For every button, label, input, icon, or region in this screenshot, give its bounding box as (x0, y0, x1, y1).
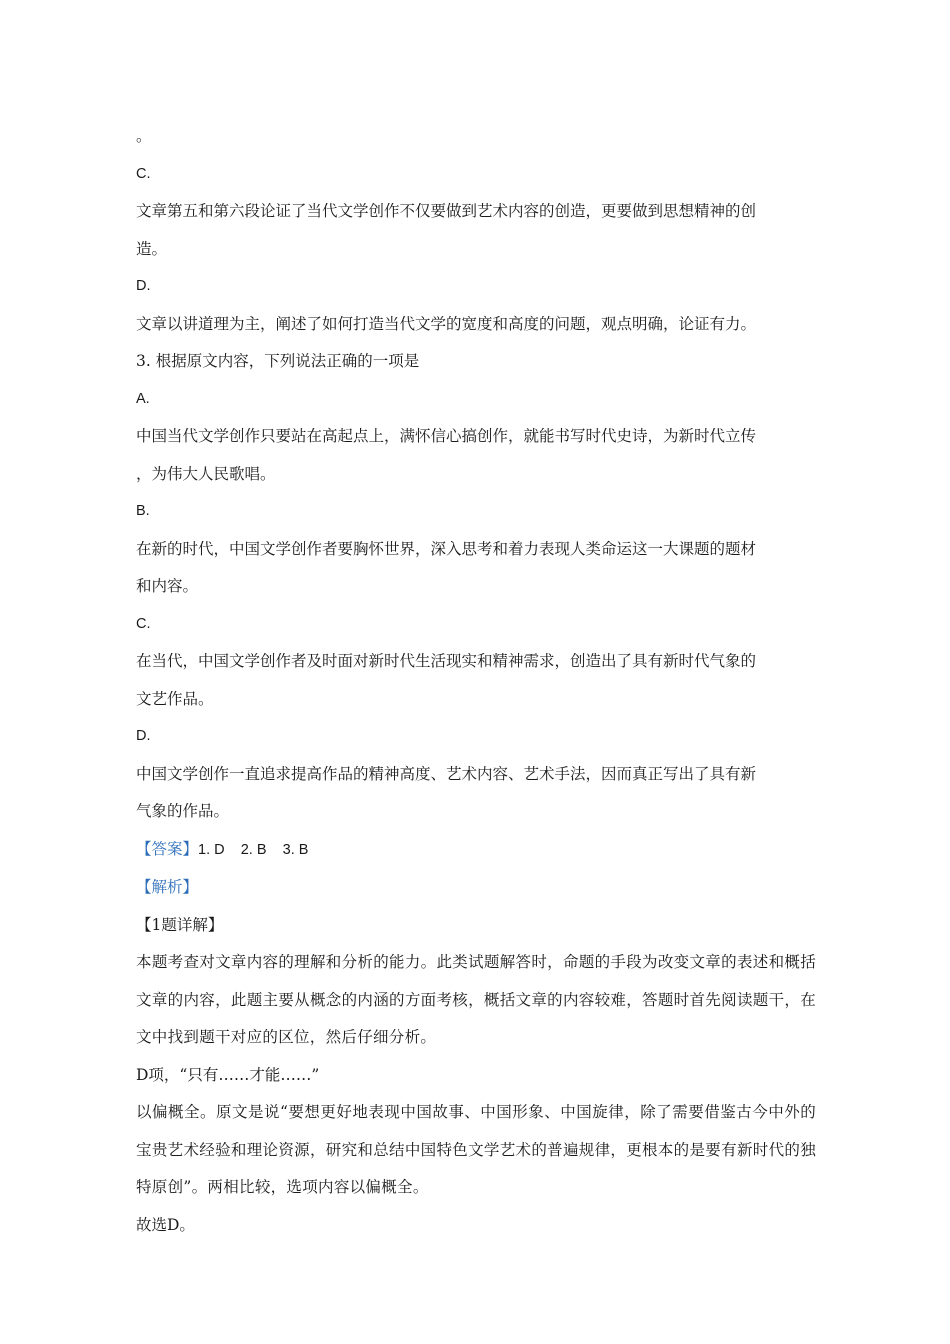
analysis-paragraph-1: 本题考查对文章内容的理解和分析的能力。此类试题解答时，命题的手段为改变文章的表述和概括文章的内容，此题主要从概念的内涵的方面考核，概括文章的内容较难，答题时首先阅读题干，在文中找到题干对应的区位，然后仔细分析。 (136, 953, 816, 1046)
answer-line (136, 831, 816, 870)
analysis-paragraph-2: 以偏概全。原文是说“要想更好地表现中国故事、中国形象、中国旋律，除了需要借鉴古今中外的宝贵艺术经验和理论资源，研究和总结中国特色文学艺术的普遍规律，更根本的是要有新时代的独特原创”。两相比较，选项内容以偏概全。 (136, 1103, 816, 1196)
q3-option-c-label: C. (136, 615, 151, 632)
option-c-text-line-2: 造。 (136, 239, 168, 258)
question-3-stem: 3. 根据原文内容，下列说法正确的一项是 (136, 352, 420, 370)
option-d-text: 文章以讲道理为主，阐述了如何打造当代文学的宽度和高度的问题，观点明确，论证有力。 (136, 314, 757, 333)
stray-period: 。 (136, 127, 152, 145)
option-d-label: D. (136, 278, 151, 294)
q3-option-d-text-line-2: 气象的作品。 (136, 802, 230, 820)
analysis-tag: 【解析】 (136, 878, 199, 896)
d-item-note: D项，“只有……才能……” (136, 1065, 320, 1084)
q3-option-d-text-line-1: 中国文学创作一直追求提高作品的精神高度、艺术内容、艺术手法，因而真正写出了具有新 (136, 764, 757, 783)
q3-option-c-text-line-2: 文艺作品。 (136, 689, 214, 708)
q1-detail-heading: 【1题详解】 (136, 915, 224, 934)
option-c-label: C. (136, 165, 151, 182)
answer-values: 1. D 2. B 3. B (198, 841, 309, 858)
q3-option-c-text-line-1: 在当代，中国文学创作者及时面对新时代生活现实和精神需求，创造出了具有新时代气象的 (136, 652, 757, 670)
answer-tag: 【答案】 (136, 839, 199, 858)
q3-option-b-text-line-1: 在新的时代，中国文学创作者要胸怀世界，深入思考和着力表现人类命运这一大课题的题材 (136, 539, 757, 558)
q3-option-a-text-line-2: ，为伟大人民歌唱。 (136, 464, 276, 483)
document-page (136, 118, 816, 1244)
q3-option-b-label: B. (136, 503, 150, 519)
q3-option-b-text-line-2: 和内容。 (136, 577, 199, 595)
q3-option-a-label: A. (136, 390, 150, 407)
option-c-text-line-1: 文章第五和第六段论证了当代文学创作不仅要做到艺术内容的创造，更要做到思想精神的创 (136, 202, 757, 220)
q3-option-a-text-line-1: 中国当代文学创作只要站在高起点上，满怀信心搞创作，就能书写时代史诗，为新时代立传 (136, 427, 757, 445)
q3-option-d-label: D. (136, 728, 151, 744)
conclusion: 故选D。 (136, 1215, 195, 1234)
